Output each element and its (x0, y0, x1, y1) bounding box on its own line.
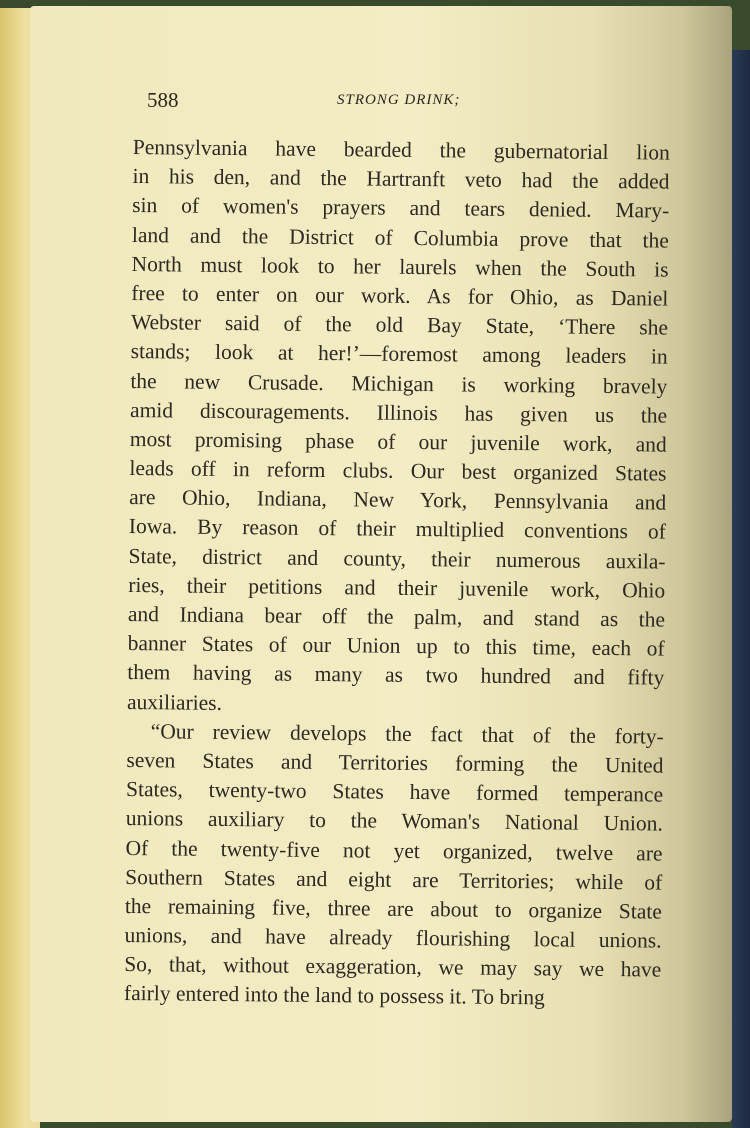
text-line: amid discouragements. Illinois has given us the (129, 397, 668, 428)
text-line: seven States and Territories forming the United (126, 747, 664, 778)
text-line: So, that, without exaggeration, we may say we have (124, 952, 662, 982)
text-line: unions auxiliary to the Woman's National Union. (125, 806, 663, 836)
text-line: Iowa. By reason of their multiplied conventions of (128, 514, 666, 545)
text-line: are Ohio, Indiana, New York, Pennsylvania and (129, 485, 667, 515)
text-line: them having as many as two hundred and fifty (127, 660, 665, 690)
running-head: STRONG DRINK; (337, 92, 461, 108)
text-line: North must look to her laurels when the South is (131, 251, 669, 282)
text-line: ries, their petitions and their juvenile work, Ohio (128, 572, 666, 603)
text-line: stands; look at her!’—foremost among leaders in (130, 339, 668, 369)
text-line: free to enter on our work. As for Ohio, as Daniel (131, 280, 669, 311)
text-line: Pennsylvania have bearded the gubernatorial lion (132, 134, 670, 165)
text-line: the remaining five, three are about to organize State (124, 893, 663, 924)
text-line: Southern States and eight are Territories; while of (125, 864, 663, 895)
text-line: the new Crusade. Michigan is working bravely (130, 368, 668, 399)
text-line: State, district and county, their numerous auxila- (128, 543, 666, 574)
text-line: most promising phase of our juvenile work, and (129, 426, 667, 457)
text-line: Webster said of the old Bay State, ‘There she (130, 310, 669, 340)
text-line: in his den, and the Hartranft veto had the added (132, 164, 670, 194)
text-line: land and the District of Columbia prove that the (131, 222, 670, 253)
text-line: fairly entered into the land to possess it. To bring (123, 981, 545, 1010)
page-header (147, 88, 667, 118)
page-body-text (124, 133, 670, 1014)
text-line: banner States of our Union up to this time, each of (127, 631, 665, 661)
book-cover-edge (732, 50, 750, 1128)
text-line: sin of women's prayers and tears denied. Mary- (132, 193, 670, 223)
text-line: and Indiana bear off the palm, and stand as the (127, 601, 666, 632)
text-line: leads off in reform clubs. Our best organized States (129, 456, 667, 486)
text-line: Of the twenty-five not yet organized, twelve are (125, 835, 663, 866)
page-number: 588 (147, 88, 179, 112)
text-line: States, twenty-two States have formed temperance (126, 777, 664, 807)
text-line: “Our review develops the fact that of the forty- (150, 718, 664, 749)
text-line: unions, and have already flourishing local unions. (124, 923, 662, 953)
text-line: auxiliaries. (126, 689, 223, 715)
